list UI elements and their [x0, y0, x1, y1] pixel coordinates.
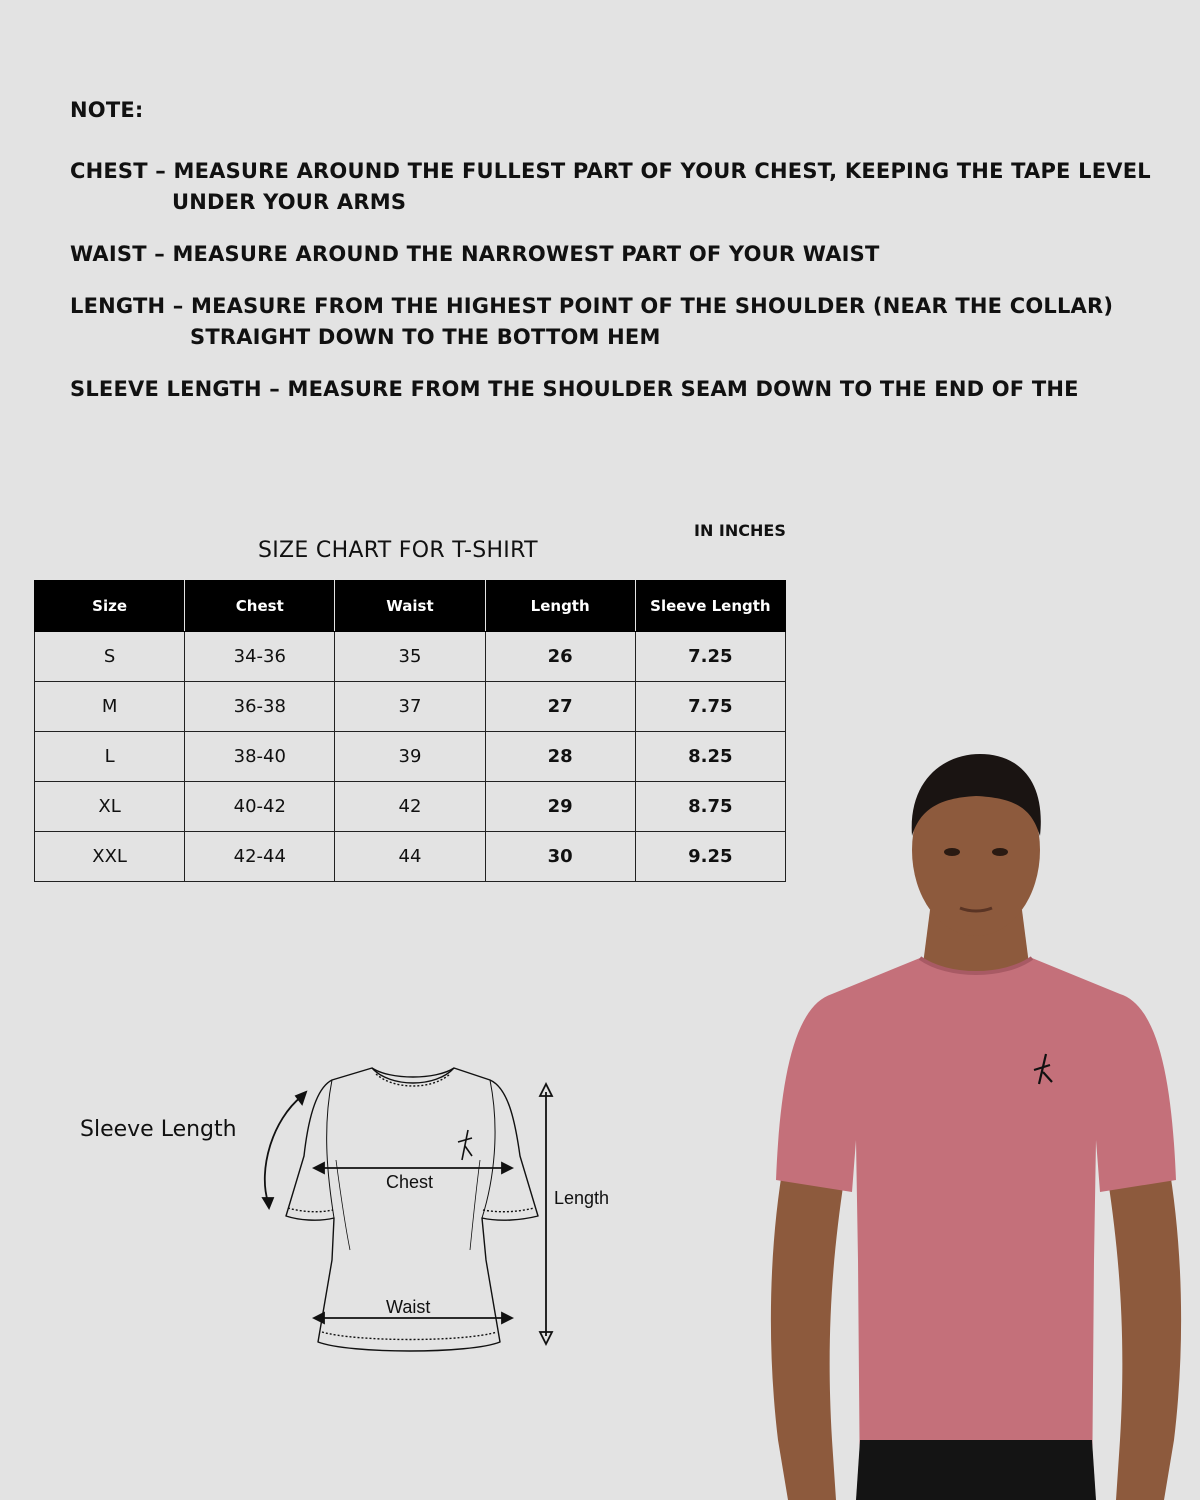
tshirt-diagram-svg [60, 1060, 680, 1380]
cell-chest: 42-44 [185, 832, 335, 882]
note-chest-line1: CHEST – MEASURE AROUND THE FULLEST PART OF YOUR CHEST, KEEPING THE TAPE LEVEL [70, 159, 1151, 183]
cell-waist: 42 [335, 782, 485, 832]
note-waist-line1: WAIST – MEASURE AROUND THE NARROWEST PART OF YOUR WAIST [70, 242, 880, 266]
note-chest-line2: UNDER YOUR ARMS [172, 190, 407, 214]
table-row [35, 832, 786, 882]
cell-sleeve-length: 9.25 [635, 832, 785, 882]
note-sleeve-line1: SLEEVE LENGTH – MEASURE FROM THE SHOULDER SEAM DOWN TO THE END OF THE [70, 377, 1079, 401]
cell-size: XL [35, 782, 185, 832]
cell-length: 27 [485, 682, 635, 732]
chest-label: Chest [386, 1172, 434, 1192]
header-waist: Waist [335, 581, 485, 632]
cell-length: 30 [485, 832, 635, 882]
model-illustration [748, 740, 1200, 1500]
header-sleeve-length: Sleeve Length [635, 581, 785, 632]
cell-waist: 44 [335, 832, 485, 882]
cell-length: 29 [485, 782, 635, 832]
cell-sleeve-length: 8.75 [635, 782, 785, 832]
note-length-line1: LENGTH – MEASURE FROM THE HIGHEST POINT OF THE SHOULDER (NEAR THE COLLAR) [70, 294, 1114, 318]
cell-sleeve-length: 8.25 [635, 732, 785, 782]
length-arrow [540, 1084, 552, 1344]
length-label: Length [554, 1188, 610, 1208]
note-chest [70, 156, 1180, 218]
header-length: Length [485, 581, 635, 632]
model-shorts [856, 1440, 1096, 1500]
table-row [35, 682, 786, 732]
table-row [35, 732, 786, 782]
cell-length: 26 [485, 632, 635, 682]
model-left-arm [771, 1160, 844, 1500]
cell-waist: 37 [335, 682, 485, 732]
model-right-arm [1108, 1160, 1181, 1500]
size-table-header-row [35, 581, 786, 632]
cell-waist: 35 [335, 632, 485, 682]
cell-chest: 38-40 [185, 732, 335, 782]
size-table [34, 580, 786, 882]
sleeve-length-arrow [263, 1092, 306, 1208]
table-row [35, 632, 786, 682]
sleeve-length-label: Sleeve Length [80, 1117, 237, 1142]
size-chart-title: SIZE CHART FOR T-SHIRT [258, 538, 538, 563]
brand-logo-icon [458, 1130, 472, 1160]
cell-sleeve-length: 7.25 [635, 632, 785, 682]
header-size: Size [35, 581, 185, 632]
header-chest: Chest [185, 581, 335, 632]
cell-chest: 36-38 [185, 682, 335, 732]
note-length [70, 291, 1180, 353]
unit-note: IN INCHES [694, 521, 786, 540]
measurement-notes [70, 98, 1180, 426]
cell-chest: 34-36 [185, 632, 335, 682]
waist-label: Waist [386, 1297, 431, 1317]
cell-chest: 40-42 [185, 782, 335, 832]
cell-size: L [35, 732, 185, 782]
tshirt-measurement-diagram [60, 1060, 680, 1380]
cell-waist: 39 [335, 732, 485, 782]
note-sleeve [70, 374, 1180, 405]
cell-length: 28 [485, 732, 635, 782]
note-heading: NOTE: [70, 98, 144, 122]
note-length-line2: STRAIGHT DOWN TO THE BOTTOM HEM [190, 325, 661, 349]
model-photo [748, 740, 1200, 1500]
table-row [35, 782, 786, 832]
cell-size: M [35, 682, 185, 732]
cell-size: S [35, 632, 185, 682]
note-waist [70, 239, 1180, 270]
tshirt-collar [372, 1068, 454, 1083]
cell-sleeve-length: 7.75 [635, 682, 785, 732]
cell-size: XXL [35, 832, 185, 882]
